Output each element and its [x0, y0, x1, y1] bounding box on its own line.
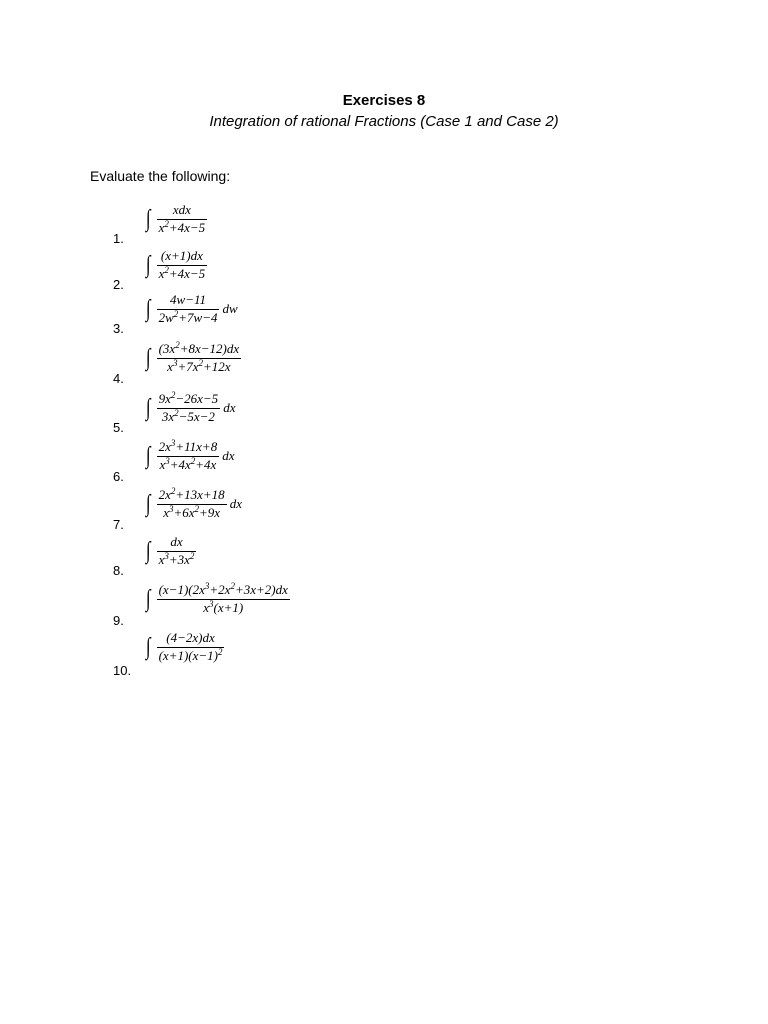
- fraction: [157, 392, 221, 424]
- integral-sign: ∫: [145, 252, 151, 278]
- numerator: dx: [170, 534, 183, 549]
- differential: dx: [223, 400, 236, 415]
- numerator: xdx: [172, 202, 191, 217]
- problem-9: [0, 583, 768, 633]
- integral-sign: ∫: [145, 634, 151, 660]
- fraction: [157, 535, 197, 567]
- denominator: $2w^2+7w-4$: [158, 309, 218, 325]
- numerator: $2x^2+13x+18$: [158, 486, 225, 502]
- integral-expression: [145, 203, 207, 235]
- problem-number: 1.: [113, 231, 124, 246]
- fraction: [157, 631, 225, 663]
- numerator: $(3x^2+8x-12)dx$: [158, 340, 240, 356]
- problem-number: 10.: [113, 663, 132, 678]
- problem-7: [0, 488, 768, 538]
- document-subtitle: Integration of rational Fractions (Case 1 and Case 2): [209, 113, 559, 130]
- integral-expression: [145, 631, 224, 663]
- problem-3: [0, 293, 768, 343]
- integral-sign: ∫: [145, 345, 151, 371]
- problem-5: [0, 392, 768, 442]
- integral-expression: [145, 342, 241, 374]
- integral-sign: ∫: [145, 586, 151, 612]
- differential: dx: [222, 448, 235, 463]
- denominator: $x^3+4x^2+4x$: [159, 456, 217, 472]
- problem-6: [0, 440, 768, 490]
- problem-10: [0, 631, 768, 681]
- integral-sign: ∫: [145, 206, 151, 232]
- fraction: [157, 488, 227, 520]
- problem-2: [0, 249, 768, 299]
- problem-4: [0, 342, 768, 392]
- fraction: [157, 203, 208, 235]
- instruction-text: Evaluate the following:: [90, 168, 231, 184]
- integral-expression: [145, 293, 238, 325]
- problem-1: [0, 203, 768, 253]
- numerator: (x+1)dx: [160, 248, 203, 263]
- numerator: (4−2x)dx: [166, 630, 215, 645]
- integral-expression: [145, 583, 290, 615]
- problem-number: 3.: [113, 321, 124, 336]
- integral-expression: [145, 249, 207, 281]
- integral-sign: ∫: [145, 538, 151, 564]
- denominator: $x^3+7x^2+12x$: [167, 358, 231, 374]
- integral-sign: ∫: [145, 443, 151, 469]
- denominator: $x^3+6x^2+9x$: [163, 504, 221, 520]
- integral-sign: ∫: [145, 395, 151, 421]
- document-title: Exercises 8: [342, 92, 426, 109]
- integral-expression: [145, 392, 235, 424]
- problem-8: [0, 535, 768, 585]
- denominator: $x^3(x+1)$: [203, 599, 244, 615]
- problem-number: 5.: [113, 420, 124, 435]
- integral-expression: [145, 535, 196, 567]
- numerator: 4w−11: [170, 292, 207, 307]
- differential: dx: [229, 496, 242, 511]
- integral-sign: ∫: [145, 491, 151, 517]
- integral-sign: ∫: [145, 296, 151, 322]
- fraction: [157, 440, 220, 472]
- problem-number: 8.: [113, 563, 124, 578]
- fraction: [157, 293, 220, 325]
- fraction: [157, 342, 242, 374]
- numerator: $2x^3+11x+8$: [158, 438, 218, 454]
- integral-expression: [145, 488, 242, 520]
- problem-number: 6.: [113, 469, 124, 484]
- numerator: $(x-1)(2x^3+2x^2+3x+2)dx$: [158, 581, 288, 597]
- denominator: $(x+1)(x-1)^2$: [158, 647, 223, 663]
- numerator: $9x^2-26x-5$: [158, 390, 219, 406]
- integral-expression: [145, 440, 235, 472]
- fraction: [157, 249, 208, 281]
- denominator: $x^3+3x^2$: [158, 551, 195, 567]
- denominator: $x^2+4x-5$: [158, 219, 206, 235]
- denominator: $x^2+4x-5$: [158, 265, 206, 281]
- problem-number: 2.: [113, 277, 124, 292]
- denominator: $3x^2-5x-2$: [161, 408, 215, 424]
- problem-number: 4.: [113, 371, 124, 386]
- fraction: [157, 583, 290, 615]
- differential: dw: [222, 301, 238, 316]
- problem-number: 9.: [113, 613, 124, 628]
- problem-number: 7.: [113, 517, 124, 532]
